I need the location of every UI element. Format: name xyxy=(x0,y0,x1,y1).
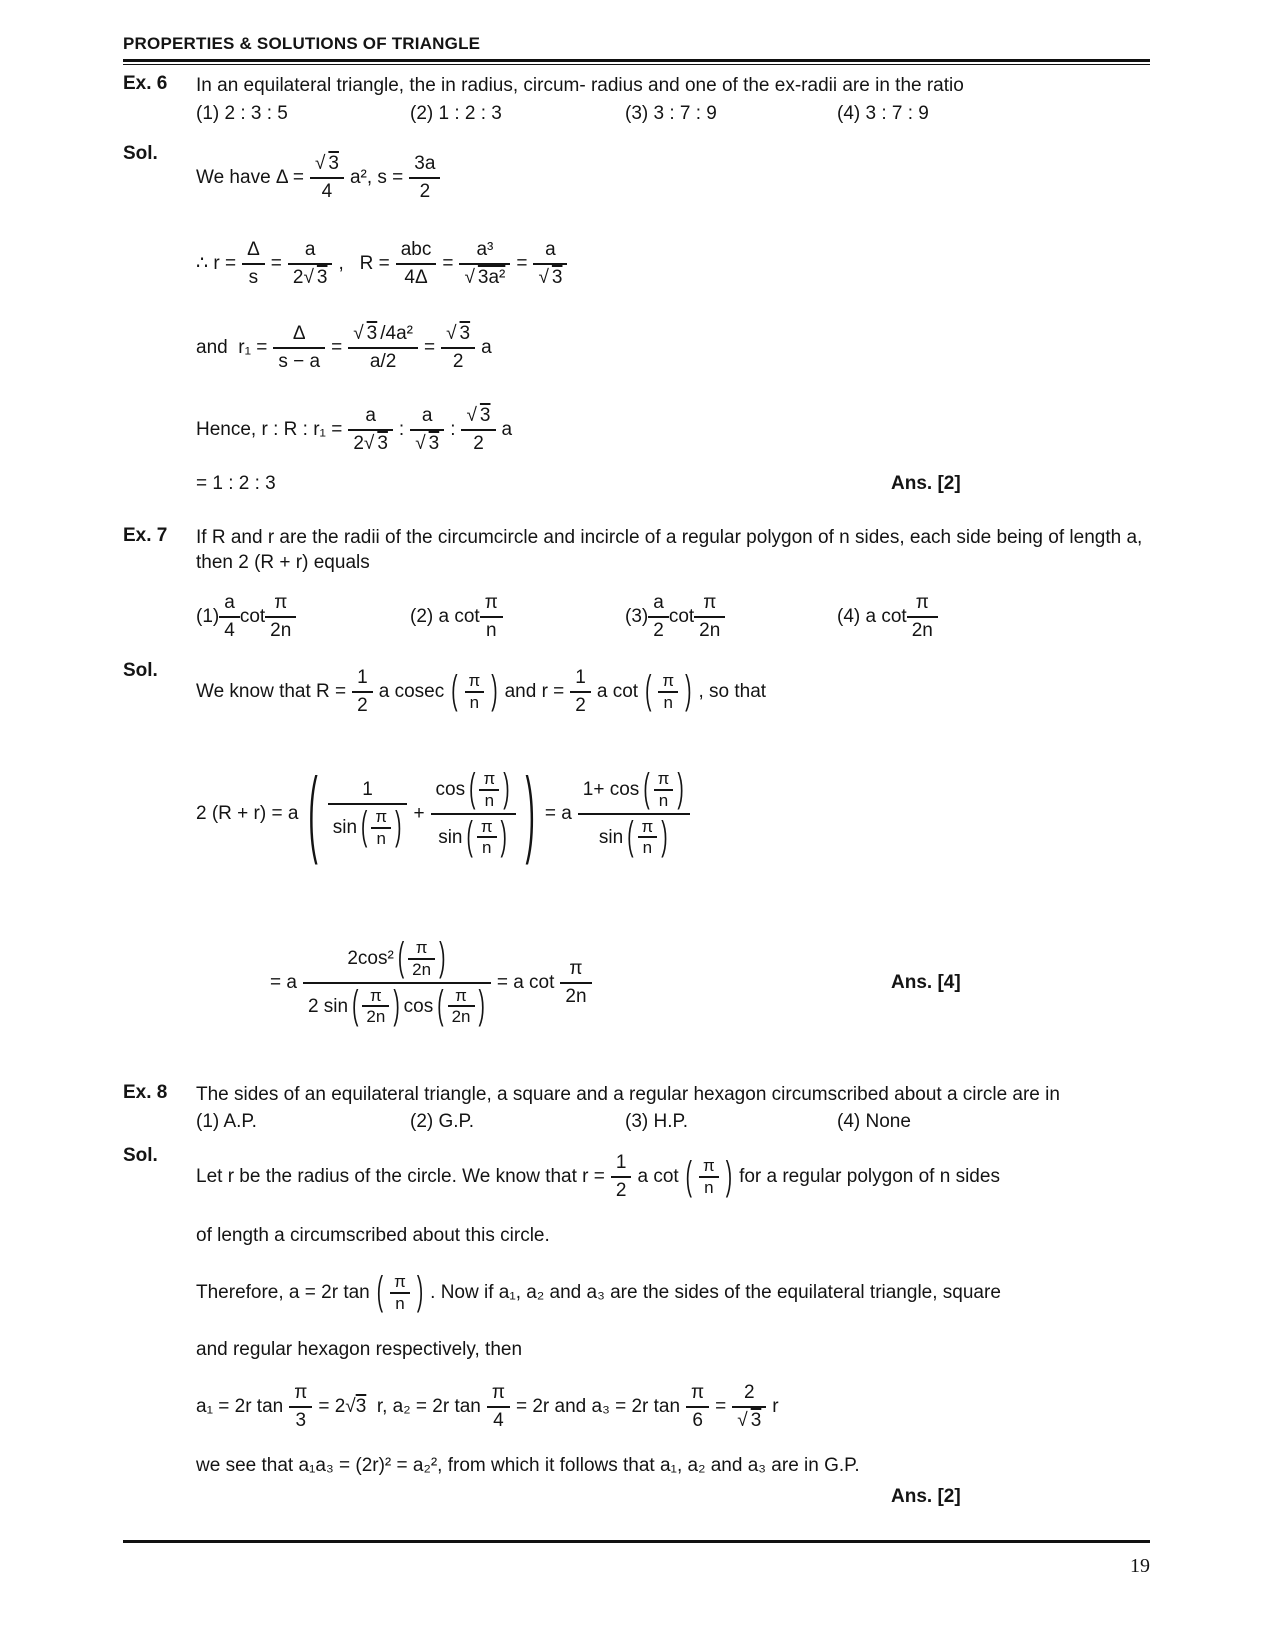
fraction xyxy=(242,237,265,291)
fraction xyxy=(461,403,495,457)
math-text: , R = xyxy=(338,252,390,274)
fraction xyxy=(732,1380,766,1434)
fraction xyxy=(477,817,497,859)
math-text: cos xyxy=(435,778,466,800)
left-paren: ( xyxy=(437,984,444,1029)
fraction xyxy=(303,936,491,1029)
fraction xyxy=(408,938,435,980)
numerator: π xyxy=(484,591,498,613)
fraction xyxy=(265,590,296,644)
right-paren: ) xyxy=(416,1270,424,1315)
math-line xyxy=(196,395,1150,465)
math-text: for a regular polygon of n sides xyxy=(739,1166,1000,1188)
left-paren: ( xyxy=(466,815,473,860)
left-paren: ( xyxy=(469,767,476,812)
fraction xyxy=(694,590,725,644)
ex8-sol-label: Sol. xyxy=(123,1145,158,1167)
left-paren: ( xyxy=(685,1155,692,1200)
fraction xyxy=(487,1380,510,1434)
ex8-options xyxy=(196,1111,1150,1133)
ex6-sol-label: Sol. xyxy=(123,142,158,164)
equals-sign: = xyxy=(442,252,454,274)
left-paren: ( xyxy=(451,669,458,714)
numerator: a xyxy=(304,238,316,260)
fraction xyxy=(611,1150,632,1204)
ex8-answer: Ans. [2] xyxy=(891,1486,961,1508)
math-text: = 2√3 r, a₂ = 2r tan xyxy=(318,1395,481,1417)
math-text: . Now if a₁, a₂ and a₃ are the sides of the equilateral triangle, square xyxy=(430,1281,1001,1303)
footer-rule xyxy=(123,1540,1150,1543)
numerator: a xyxy=(545,238,556,260)
numerator: π xyxy=(394,1272,406,1292)
numerator: a xyxy=(653,591,664,613)
numerator: 1 xyxy=(357,666,368,688)
ex8-question: The sides of an equilateral triangle, a square and a regular hexagon circumscribed about a circle are in xyxy=(196,1083,1060,1105)
math-text: cot xyxy=(668,605,695,627)
right-paren: ) xyxy=(439,936,446,981)
fraction xyxy=(219,590,240,644)
math-text: (4) a cot xyxy=(837,605,907,627)
math-text: Let r be the radius of the circle. We know that r = xyxy=(196,1166,605,1188)
ex6-solution xyxy=(123,143,1150,495)
numerator: π xyxy=(641,816,654,836)
ex7-sol-label: Sol. xyxy=(123,659,158,681)
math-line xyxy=(196,473,1150,495)
equals-sign: = xyxy=(331,336,343,358)
fraction xyxy=(533,237,567,291)
numerator: π xyxy=(657,768,670,788)
math-text: a xyxy=(481,336,492,358)
ex8-label: Ex. 8 xyxy=(123,1081,168,1103)
numerator: π xyxy=(703,591,717,613)
fraction xyxy=(371,807,391,849)
left-paren: ( xyxy=(397,936,405,981)
fraction xyxy=(362,986,389,1028)
fraction xyxy=(289,1380,312,1434)
denominator: n xyxy=(654,789,674,811)
denominator: n xyxy=(479,789,499,811)
fraction xyxy=(578,767,690,860)
numerator: π xyxy=(915,591,929,613)
denominator: 2 xyxy=(441,347,475,375)
denominator: 4 xyxy=(219,616,240,644)
ratio-colon: : xyxy=(398,418,405,440)
right-paren: ) xyxy=(478,984,485,1029)
ex8-line6: we see that a₁a₃ = (2r)² = a₂², from which it follows that a₁, a₂ and a₃ are in G.P. xyxy=(196,1454,860,1476)
header-rule xyxy=(123,59,1150,65)
math-text: a cot xyxy=(637,1166,679,1188)
fraction xyxy=(654,769,674,811)
denominator: 2n xyxy=(907,616,938,644)
numerator: π xyxy=(370,985,382,1005)
ratio-colon: : xyxy=(450,418,456,440)
math-text: Therefore, a = 2r tan xyxy=(196,1281,370,1303)
math-line xyxy=(196,1375,1150,1439)
option: (4) None xyxy=(837,1111,911,1133)
denominator: 2 xyxy=(570,691,591,719)
numerator: 1 xyxy=(575,666,586,688)
denominator: 2√ 3 xyxy=(288,263,333,291)
denominator: √ 3 xyxy=(732,1406,766,1434)
math-text: = 2r and a₃ = 2r tan xyxy=(515,1395,681,1417)
right-paren: ) xyxy=(491,669,498,714)
fraction xyxy=(390,1272,410,1314)
denominator: a/2 xyxy=(348,347,418,375)
math-text: a cosec xyxy=(378,680,445,702)
numerator: π xyxy=(274,591,288,613)
option: (1) 2 : 3 : 5 xyxy=(196,102,288,124)
math-text: (2) a cot xyxy=(410,605,480,627)
numerator: abc xyxy=(400,238,432,260)
denominator: 2 xyxy=(611,1176,632,1204)
denominator: 2 xyxy=(461,429,495,457)
math-text: Hence, r : R : r₁ = xyxy=(196,418,343,440)
left-paren: ( xyxy=(645,669,652,714)
numerator: π xyxy=(569,957,583,979)
numerator: π xyxy=(483,768,496,788)
equals-sign: = xyxy=(270,252,282,274)
math-text: = 1 : 2 : 3 xyxy=(196,472,276,494)
ex7-equation-1 xyxy=(196,744,1150,884)
denominator: 2n xyxy=(362,1005,389,1027)
fraction xyxy=(288,237,333,291)
denominator: s xyxy=(242,263,265,291)
fraction xyxy=(431,767,516,860)
fraction xyxy=(699,1156,719,1198)
math-text: = a xyxy=(544,802,572,824)
math-text: sin xyxy=(332,816,358,838)
fraction xyxy=(441,321,475,375)
ex6-question: In an equilateral triangle, the in radius, circum- radius and one of the ex-radii are in the ratio xyxy=(196,75,964,96)
right-paren: ) xyxy=(677,767,684,812)
right-paren: ) xyxy=(725,1155,733,1200)
option xyxy=(837,590,1150,644)
ex6-question-row xyxy=(123,73,1150,125)
ex6-answer: Ans. [2] xyxy=(891,472,961,494)
denominator: 3 xyxy=(289,1406,312,1434)
ex7-answer: Ans. [4] xyxy=(891,971,961,993)
denominator: n xyxy=(658,691,678,713)
numerator: π xyxy=(662,670,675,690)
math-line xyxy=(196,313,1150,383)
option: (1) A.P. xyxy=(196,1111,257,1133)
numerator: π xyxy=(491,1381,505,1403)
math-text: We know that R = xyxy=(196,680,347,702)
math-text: 1+ cos xyxy=(582,778,640,800)
ex8-question-row xyxy=(123,1082,1150,1134)
denominator: 2 xyxy=(409,177,440,205)
fraction xyxy=(273,321,325,375)
left-paren: ( xyxy=(361,805,368,850)
numerator: √ 3 xyxy=(314,152,339,174)
math-text: 2 (R + r) = a xyxy=(196,802,299,824)
denominator: √ 3 xyxy=(410,429,444,457)
ex8-line2: of length a circumscribed about this circle. xyxy=(196,1225,550,1247)
fraction xyxy=(396,237,437,291)
denominator: 2n xyxy=(448,1005,475,1027)
ex6-options xyxy=(196,103,1150,125)
fraction xyxy=(560,956,591,1010)
plus-sign: + xyxy=(413,802,425,824)
math-text: a₁ = 2r tan xyxy=(196,1395,284,1417)
math-text: cos xyxy=(403,995,434,1017)
denominator: n xyxy=(638,836,658,858)
math-line xyxy=(196,1145,1150,1209)
denominator: n xyxy=(477,836,497,858)
numerator: a xyxy=(365,404,376,426)
denominator: 2 xyxy=(352,691,373,719)
denominator: 2n xyxy=(265,616,296,644)
left-paren: ( xyxy=(627,815,634,860)
right-paren: ) xyxy=(393,984,400,1029)
fraction xyxy=(409,151,440,205)
left-paren: ( xyxy=(643,767,650,812)
denominator: 2n xyxy=(560,982,591,1010)
left-paren: ( xyxy=(308,759,318,865)
fraction xyxy=(465,671,485,713)
math-text: 2cos² xyxy=(347,947,394,969)
math-text: a cot xyxy=(596,680,639,702)
equals-sign: = xyxy=(516,252,528,274)
option: (4) 3 : 7 : 9 xyxy=(837,102,929,124)
math-text: (3) xyxy=(625,605,649,627)
fraction xyxy=(570,665,591,719)
math-text: = a xyxy=(270,971,297,993)
option: (2) G.P. xyxy=(410,1111,475,1133)
option: (3) H.P. xyxy=(625,1111,689,1133)
fraction xyxy=(448,986,475,1028)
fraction xyxy=(410,403,444,457)
option: (3) 3 : 7 : 9 xyxy=(625,102,717,124)
page-title: PROPERTIES & SOLUTIONS OF TRIANGLE xyxy=(123,34,481,53)
ex7-equation-2 xyxy=(196,908,1150,1058)
denominator: 2√ 3 xyxy=(348,429,393,457)
math-line xyxy=(196,229,1150,299)
numerator: π xyxy=(691,1381,705,1403)
numerator: Δ xyxy=(247,238,260,260)
numerator: π xyxy=(468,670,481,690)
fraction xyxy=(310,151,344,205)
denominator: 2n xyxy=(694,616,725,644)
math-line xyxy=(196,143,1150,213)
ex8-solution xyxy=(123,1145,1150,1514)
numerator: 3a xyxy=(414,152,436,174)
right-paren: ) xyxy=(503,767,510,812)
right-paren: ) xyxy=(395,805,402,850)
math-text: sin xyxy=(438,826,463,848)
numerator: π xyxy=(480,816,493,836)
right-paren: ) xyxy=(500,815,507,860)
math-text: ∴ r = xyxy=(196,253,237,275)
fraction xyxy=(348,403,393,457)
denominator: 4 xyxy=(310,177,344,205)
math-text: and r₁ = xyxy=(196,336,268,358)
math-group xyxy=(270,936,592,1029)
right-paren: ) xyxy=(685,669,692,714)
denominator: n xyxy=(465,691,485,713)
math-text: and r = xyxy=(504,680,565,702)
denominator: 2 xyxy=(648,616,669,644)
math-text: a xyxy=(501,418,513,440)
fraction xyxy=(328,777,408,851)
fraction xyxy=(459,237,510,291)
option xyxy=(196,590,410,644)
fraction xyxy=(479,769,499,811)
numerator: π xyxy=(375,806,388,826)
ex8-line4: and regular hexagon respectively, then xyxy=(196,1338,523,1360)
page-number: 19 xyxy=(1130,1555,1150,1578)
numerator: a xyxy=(224,591,235,613)
numerator: π xyxy=(455,985,467,1005)
ex7-label: Ex. 7 xyxy=(123,524,168,546)
ex6-label: Ex. 6 xyxy=(123,73,168,94)
denominator: n xyxy=(480,616,503,644)
denominator: 4 xyxy=(487,1406,510,1434)
numerator: π xyxy=(294,1381,308,1403)
fraction xyxy=(648,590,669,644)
math-text: r xyxy=(772,1395,779,1417)
numerator: Δ xyxy=(292,322,306,344)
left-paren: ( xyxy=(352,984,359,1029)
fraction xyxy=(907,590,938,644)
denominator: √ 3 xyxy=(533,263,567,291)
ex7-question: If R and r are the radii of the circumcircle and incircle of a regular polygon of n sides, each side being of length a, then 2 (R + r) equals xyxy=(196,526,1143,574)
denominator: 2n xyxy=(408,958,435,980)
denominator: √ 3a² xyxy=(459,263,510,291)
numerator: √ 3 xyxy=(446,322,471,344)
fraction xyxy=(686,1380,709,1434)
fraction xyxy=(348,321,418,375)
denominator: s − a xyxy=(273,347,325,375)
math-text: We have Δ = xyxy=(196,166,304,188)
left-paren: ( xyxy=(376,1270,384,1315)
math-text: = xyxy=(715,1395,727,1417)
ex8-answer-row xyxy=(196,1486,1150,1514)
math-text: cot xyxy=(239,605,266,627)
math-text: (1) xyxy=(196,605,220,627)
fraction xyxy=(658,671,678,713)
numerator: √ 3 /4a² xyxy=(353,322,413,344)
fraction xyxy=(638,817,658,859)
numerator: π xyxy=(415,937,428,957)
numerator: 2 xyxy=(743,1381,755,1403)
numerator: √ 3 xyxy=(466,404,491,426)
math-text: sin xyxy=(598,826,624,848)
option xyxy=(410,590,625,644)
math-text: , so that xyxy=(698,680,767,702)
right-paren: ) xyxy=(525,759,535,865)
equals-sign: = xyxy=(423,336,436,358)
math-text: 2 sin xyxy=(307,995,349,1017)
denominator: 4Δ xyxy=(396,263,437,291)
fraction xyxy=(352,665,373,719)
denominator: n xyxy=(390,1292,410,1314)
numerator: π xyxy=(703,1156,715,1176)
option xyxy=(625,590,837,644)
denominator: n xyxy=(371,827,391,849)
math-text: = a cot xyxy=(496,971,555,993)
right-paren: ) xyxy=(661,815,668,860)
math-line xyxy=(196,660,1150,724)
ex7-solution xyxy=(123,660,1150,1058)
math-text: 1 xyxy=(362,778,373,800)
ex7-options xyxy=(196,590,1150,644)
fraction xyxy=(480,590,503,644)
numerator: a³ xyxy=(476,238,494,260)
math-text: a², s = xyxy=(349,166,404,188)
math-line xyxy=(196,1261,1150,1325)
denominator: n xyxy=(699,1176,719,1198)
option: (2) 1 : 2 : 3 xyxy=(410,102,502,124)
denominator: 6 xyxy=(686,1406,709,1434)
numerator: 1 xyxy=(615,1152,627,1174)
numerator: a xyxy=(421,404,433,426)
ex7-question-row xyxy=(123,525,1150,644)
